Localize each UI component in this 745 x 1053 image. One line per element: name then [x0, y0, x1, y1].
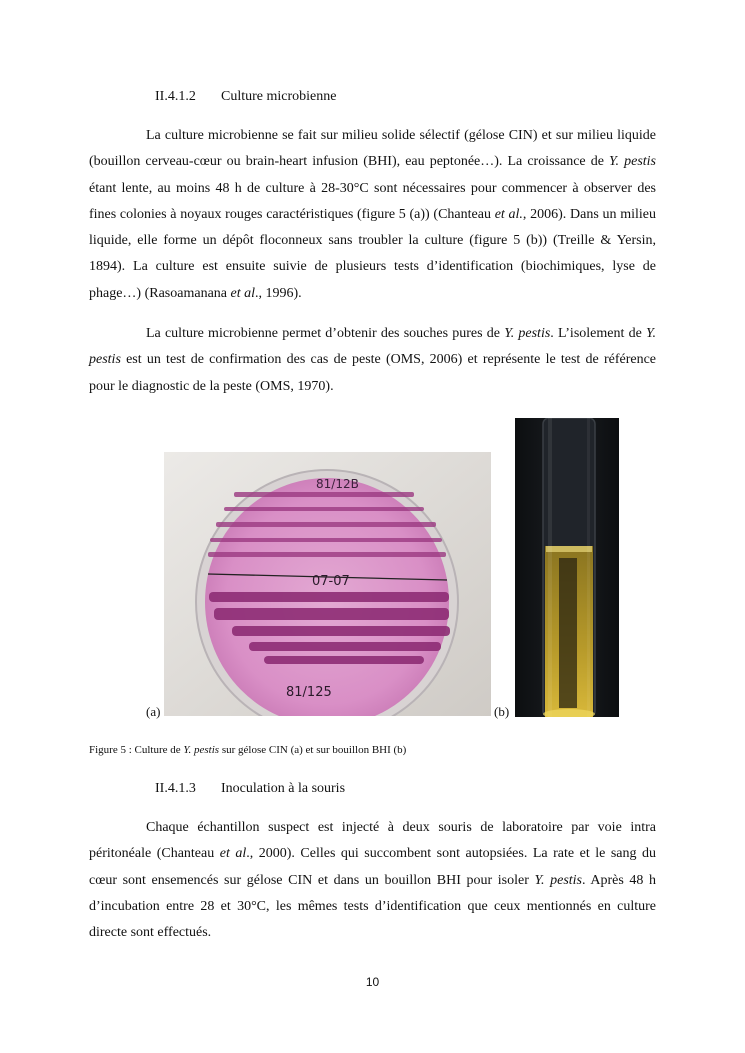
- paragraph-culture-intro: La culture microbienne se fait sur milieu solide sélectif (gélose CIN) et sur milieu liquide (bouillon cerveau-cœur ou brain-heart infusion (BHI), eau peptonée…). La croissance de Y. pestis étant lente, au moins 48 h de culture à 28-30°C sont nécessaires pour commencer à observer des fines colonies à noyaux rouges caractéristiques (figure 5 (a)) (Chanteau et al., 2006). Dans un milieu liquide, elle forme un dépôt floconneux sans troubler la culture (figure 5 (b)) (Treille & Yersin, 1894). La culture est ensuite suivie de plusieurs tests d’identification (biochimiques, lyse de phage…) (Rasoamanana et al., 1996).: [89, 128, 657, 301]
- section-heading-inoculation: [155, 781, 345, 797]
- broth-tube-photo: [515, 418, 619, 717]
- figure-label-a: (a): [146, 704, 161, 719]
- section-number: II.4.1.3: [155, 781, 196, 796]
- page-number: 10: [365, 975, 380, 989]
- plate-label-top: 81/12B: [316, 477, 359, 491]
- section-heading-culture: [155, 89, 336, 105]
- plate-date: 07-07: [312, 574, 350, 589]
- paragraph-inoculation: Chaque échantillon suspect est injecté à deux souris de laboratoire par voie intra péritonéale (Chanteau et al., 2000). Celles qui succombent sont autopsiées. La rate et le sang du cœur sont ensemencés sur gélose CIN et dans un bouillon BHI pour isoler Y. pestis. Après 48 h d’incubation entre 28 et 30°C, les mêmes tests d’identification que ceux mentionnés en culture directe sont effectués.: [89, 820, 657, 941]
- figure-caption: Figure 5 : Culture de Y. pestis sur gélose CIN (a) et sur bouillon BHI (b): [89, 744, 407, 756]
- section-title: Inoculation à la souris: [221, 781, 346, 796]
- section-title: Culture microbienne: [221, 89, 337, 104]
- plate-label-bottom: 81/125: [286, 685, 332, 700]
- figure-label-b: (b): [494, 704, 510, 719]
- section-number: II.4.1.2: [155, 89, 196, 104]
- paragraph-culture-isolation: La culture microbienne permet d’obtenir des souches pures de Y. pestis. L’isolement de Y. pestis est un test de confirmation des cas de peste (OMS, 2006) et représente le test de référence pour le diagnostic de la peste (OMS, 1970).: [89, 326, 657, 394]
- petri-dish-photo: [164, 452, 491, 716]
